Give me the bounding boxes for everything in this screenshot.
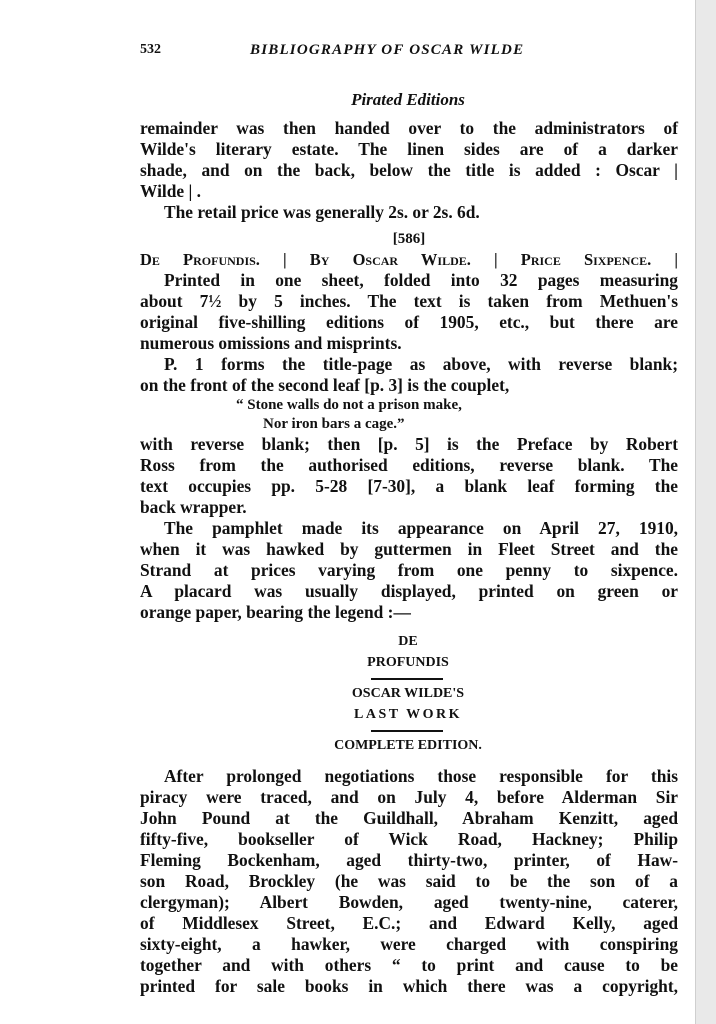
viewer-scroll-strip[interactable]	[695, 0, 716, 1024]
placard-rule	[371, 730, 443, 732]
running-title: BIBLIOGRAPHY OF OSCAR WILDE	[250, 42, 525, 58]
placard-line: COMPLETE EDITION.	[334, 738, 482, 753]
text-line: The retail price was generally 2s. or 2s. 6d.	[164, 202, 480, 222]
text-line: numerous omissions and misprints.	[140, 333, 402, 353]
text-line: piracy were traced, and on July 4, before Alderman Sir	[140, 787, 678, 807]
text-line: The pamphlet made its appearance on April 27, 1910,	[164, 518, 678, 538]
text-line: text occupies pp. 5-28 [7-30], a blank leaf forming the	[140, 476, 678, 496]
text-line: sixty-eight, a hawker, were charged with conspiring	[140, 934, 678, 954]
text-line: After prolonged negotiations those responsible for this	[164, 766, 678, 786]
text-line: of Middlesex Street, E.C.; and Edward Kelly, aged	[140, 913, 678, 933]
text-line: Wilde | .	[140, 181, 202, 201]
text-line: Fleming Bockenham, aged thirty-two, printer, of Haw-	[140, 850, 678, 870]
text-line: Ross from the authorised editions, reverse blank. The	[140, 455, 678, 475]
text-line: Strand at prices varying from one penny to sixpence.	[140, 560, 678, 580]
text-line: shade, and on the back, below the title is added : Oscar |	[140, 160, 678, 180]
text-line: Wilde's literary estate. The linen sides are of a darker	[140, 139, 678, 159]
text-line: with reverse blank; then [p. 5] is the Preface by Robert	[140, 434, 678, 454]
text-line: printed for sale books in which there was a copyright,	[140, 976, 678, 996]
text-line: A placard was usually displayed, printed on green or	[140, 581, 678, 601]
text-line: son Road, Brockley (he was said to be the son of a	[140, 871, 678, 891]
entry-title: De Profundis. | By Oscar Wilde. | Price Sixpence. |	[140, 250, 678, 269]
page-number: 532	[140, 42, 161, 57]
section-title: Pirated Editions	[351, 90, 465, 109]
text-line: original five-shilling editions of 1905, etc., but there are	[140, 312, 678, 332]
page-header	[140, 40, 678, 62]
text-line: fifty-five, bookseller of Wick Road, Hackney; Philip	[140, 829, 678, 849]
placard-line: LAST WORK	[354, 707, 462, 722]
text-line: when it was hawked by guttermen in Fleet Street and the	[140, 539, 678, 559]
text-line: orange paper, bearing the legend :—	[140, 602, 411, 622]
placard-rule	[371, 678, 443, 680]
paragraph	[140, 766, 678, 997]
text-line: remainder was then handed over to the administrators of	[140, 118, 678, 138]
text-line: clergyman); Albert Bowden, aged twenty-nine, caterer,	[140, 892, 678, 912]
verse-line: “ Stone walls do not a prison make,	[236, 397, 462, 413]
entry-number: [586]	[392, 231, 426, 247]
placard-line: PROFUNDIS	[367, 655, 449, 670]
text-line: on the front of the second leaf [p. 3] is the couplet,	[140, 375, 510, 395]
text-line: back wrapper.	[140, 497, 247, 517]
text-line: P. 1 forms the title-page as above, with reverse blank;	[164, 354, 678, 374]
text-line: about 7½ by 5 inches. The text is taken from Methuen's	[140, 291, 678, 311]
paragraph-continued	[140, 118, 678, 623]
verse-line: Nor iron bars a cage.”	[263, 416, 405, 432]
placard-line: OSCAR WILDE'S	[351, 686, 465, 701]
text-line: John Pound at the Guildhall, Abraham Kenzitt, aged	[140, 808, 678, 828]
book-page	[138, 0, 678, 1024]
text-line: Printed in one sheet, folded into 32 pages measuring	[164, 270, 678, 290]
placard-line: DE	[398, 634, 418, 649]
text-line: together and with others “ to print and cause to be	[140, 955, 678, 975]
